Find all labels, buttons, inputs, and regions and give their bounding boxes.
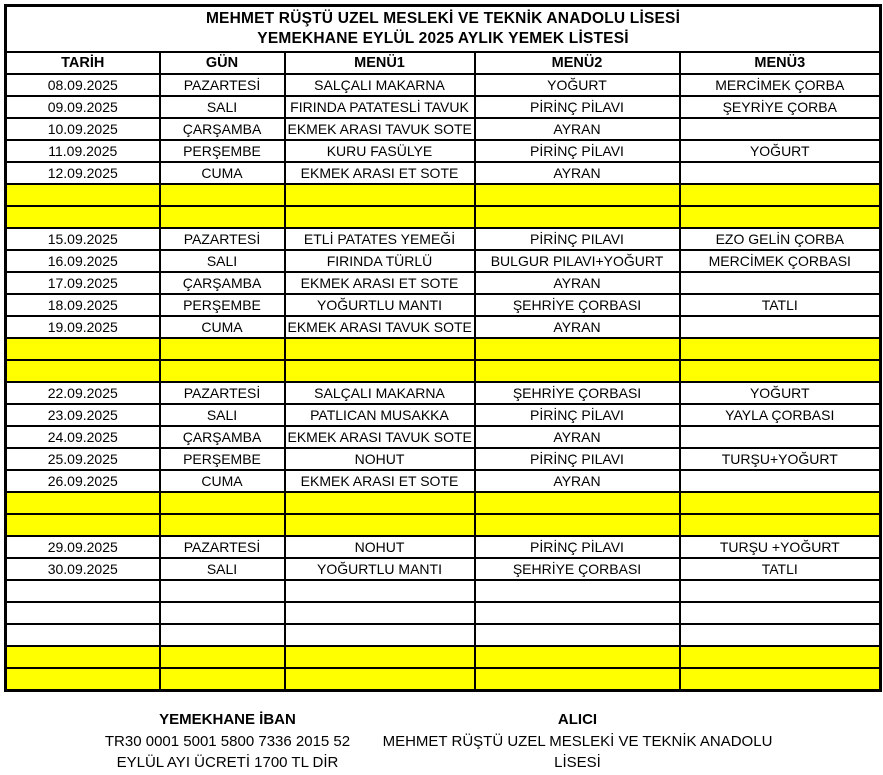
cell-menu3: [680, 646, 881, 668]
table-row: [6, 580, 881, 602]
cell-menu1: SALÇALI MAKARNA: [285, 382, 475, 404]
cell-menu3: [680, 184, 881, 206]
recipient-heading: ALICI: [557, 711, 598, 728]
cell-menu2: AYRAN: [475, 272, 680, 294]
column-header-date: TARİH: [6, 52, 160, 74]
cell-day: [160, 184, 285, 206]
cell-day: CUMA: [160, 162, 285, 184]
cell-menu2: [475, 602, 680, 624]
cell-day: SALI: [160, 404, 285, 426]
cell-day: [160, 646, 285, 668]
table-row: [6, 74, 881, 96]
column-header-menu1: MENÜ1: [285, 52, 475, 74]
cell-menu1: [285, 514, 475, 536]
table-row: [6, 316, 881, 338]
cell-menu3: [680, 492, 881, 514]
cell-day: [160, 624, 285, 646]
table-row: [6, 272, 881, 294]
cell-day: [160, 206, 285, 228]
cell-menu1: SALÇALI MAKARNA: [285, 74, 475, 96]
cell-menu1: EKMEK ARASI ET SOTE: [285, 272, 475, 294]
footer: [0, 709, 883, 775]
cell-menu1: [285, 338, 475, 360]
cell-menu3: [680, 360, 881, 382]
table-row: [6, 602, 881, 624]
table-row: [6, 382, 881, 404]
highlight-row: [6, 206, 881, 228]
cell-date: 16.09.2025: [6, 250, 160, 272]
cell-day: PAZARTESİ: [160, 536, 285, 558]
cell-menu1: FIRINDA TÜRLÜ: [285, 250, 475, 272]
cell-menu1: [285, 602, 475, 624]
cell-menu3: [680, 338, 881, 360]
cell-menu3: [680, 206, 881, 228]
table-row: [6, 228, 881, 250]
cell-day: PERŞEMBE: [160, 448, 285, 470]
cell-menu3: TATLI: [680, 558, 881, 580]
table-row: [6, 448, 881, 470]
cell-date: 19.09.2025: [6, 316, 160, 338]
cell-menu2: [475, 624, 680, 646]
cell-menu2: [475, 668, 680, 691]
cell-menu3: [680, 272, 881, 294]
column-header-day: GÜN: [160, 52, 285, 74]
cell-day: [160, 668, 285, 691]
cell-day: SALI: [160, 96, 285, 118]
cell-menu3: [680, 624, 881, 646]
cell-menu3: [680, 316, 881, 338]
cell-date: [6, 646, 160, 668]
table-row: [6, 140, 881, 162]
cell-date: 12.09.2025: [6, 162, 160, 184]
cell-day: PAZARTESİ: [160, 74, 285, 96]
cell-menu1: FIRINDA PATATESLİ TAVUK: [285, 96, 475, 118]
cell-menu2: PİRİNÇ PILAVI: [475, 448, 680, 470]
table-row: [6, 426, 881, 448]
cell-menu2: [475, 184, 680, 206]
cell-day: CUMA: [160, 470, 285, 492]
cell-menu2: AYRAN: [475, 316, 680, 338]
highlight-row: [6, 514, 881, 536]
cell-day: PERŞEMBE: [160, 140, 285, 162]
table-row: [6, 162, 881, 184]
highlight-row: [6, 492, 881, 514]
cell-day: [160, 602, 285, 624]
cell-date: 30.09.2025: [6, 558, 160, 580]
iban-number: TR30 0001 5001 5800 7336 2015 52: [104, 732, 351, 750]
cell-day: SALI: [160, 558, 285, 580]
cell-date: 24.09.2025: [6, 426, 160, 448]
cell-menu3: MERCİMEK ÇORBASI: [680, 250, 881, 272]
cell-day: PERŞEMBE: [160, 294, 285, 316]
column-header-menu3: MENÜ3: [680, 52, 881, 74]
fee-note: EYLÜL AYI ÜCRETİ 1700 TL DİR: [116, 754, 339, 771]
cell-date: [6, 668, 160, 691]
cell-menu2: BULGUR PILAVI+YOĞURT: [475, 250, 680, 272]
cell-day: [160, 338, 285, 360]
cell-menu1: [285, 580, 475, 602]
highlight-row: [6, 338, 881, 360]
cell-menu2: PİRİNÇ PİLAVI: [475, 140, 680, 162]
cell-menu2: ŞEHRİYE ÇORBASI: [475, 294, 680, 316]
column-header-menu2: MENÜ2: [475, 52, 680, 74]
table-row: [6, 404, 881, 426]
highlight-row: [6, 184, 881, 206]
cell-date: 22.09.2025: [6, 382, 160, 404]
cell-menu1: [285, 668, 475, 691]
table-row: [6, 118, 881, 140]
cell-menu1: [285, 492, 475, 514]
header-row: [6, 52, 881, 74]
cell-menu2: ŞEHRİYE ÇORBASI: [475, 382, 680, 404]
cell-day: SALI: [160, 250, 285, 272]
cell-menu1: NOHUT: [285, 536, 475, 558]
cell-menu3: [680, 470, 881, 492]
cell-date: 08.09.2025: [6, 74, 160, 96]
cell-menu2: PİRİNÇ PILAVI: [475, 228, 680, 250]
cell-menu3: [680, 514, 881, 536]
cell-day: [160, 360, 285, 382]
cell-date: [6, 624, 160, 646]
cell-menu2: AYRAN: [475, 470, 680, 492]
recipient-name: MEHMET RÜŞTÜ UZEL MESLEKİ VE TEKNİK ANADOLU LİSESİ: [382, 732, 773, 771]
cell-menu3: YAYLA ÇORBASI: [680, 404, 881, 426]
cell-menu3: [680, 580, 881, 602]
cell-day: [160, 580, 285, 602]
cell-menu2: PİRİNÇ PİLAVI: [475, 404, 680, 426]
cell-menu2: [475, 580, 680, 602]
cell-menu1: EKMEK ARASI TAVUK SOTE: [285, 118, 475, 140]
cell-menu2: AYRAN: [475, 118, 680, 140]
cell-menu1: [285, 206, 475, 228]
cell-menu3: TURŞU+YOĞURT: [680, 448, 881, 470]
cell-date: 17.09.2025: [6, 272, 160, 294]
cell-menu1: YOĞURTLU MANTI: [285, 294, 475, 316]
table-row: [6, 96, 881, 118]
cell-date: 09.09.2025: [6, 96, 160, 118]
cell-menu3: YOĞURT: [680, 382, 881, 404]
cell-date: 29.09.2025: [6, 536, 160, 558]
cell-menu3: [680, 118, 881, 140]
cell-menu1: [285, 646, 475, 668]
table-row: [6, 250, 881, 272]
cell-menu2: PİRİNÇ PİLAVI: [475, 536, 680, 558]
cell-date: [6, 492, 160, 514]
highlight-row: [6, 668, 881, 691]
cell-day: [160, 514, 285, 536]
cell-menu2: [475, 514, 680, 536]
cell-menu3: [680, 668, 881, 691]
cell-date: [6, 360, 160, 382]
cell-menu3: TURŞU +YOĞURT: [680, 536, 881, 558]
table-row: [6, 558, 881, 580]
cell-day: ÇARŞAMBA: [160, 118, 285, 140]
footer-recipient-block: [360, 709, 795, 774]
cell-menu2: [475, 206, 680, 228]
cell-menu3: ŞEYRİYE ÇORBA: [680, 96, 881, 118]
cell-menu3: [680, 602, 881, 624]
cell-menu1: PATLICAN MUSAKKA: [285, 404, 475, 426]
cell-date: 10.09.2025: [6, 118, 160, 140]
cell-menu1: ETLİ PATATES YEMEĞİ: [285, 228, 475, 250]
cell-menu3: YOĞURT: [680, 140, 881, 162]
highlight-row: [6, 360, 881, 382]
cell-date: [6, 514, 160, 536]
cell-menu3: MERCİMEK ÇORBA: [680, 74, 881, 96]
table-row: [6, 470, 881, 492]
cell-menu2: [475, 646, 680, 668]
cell-day: PAZARTESİ: [160, 382, 285, 404]
cell-menu1: EKMEK ARASI ET SOTE: [285, 470, 475, 492]
cell-date: [6, 580, 160, 602]
cell-date: 25.09.2025: [6, 448, 160, 470]
cell-menu1: [285, 184, 475, 206]
cell-menu2: [475, 360, 680, 382]
menu-sheet: [0, 4, 883, 772]
cell-menu3: [680, 162, 881, 184]
menu-table: [4, 4, 882, 692]
cell-menu1: EKMEK ARASI TAVUK SOTE: [285, 316, 475, 338]
cell-menu1: [285, 624, 475, 646]
menu-table-body: [6, 74, 881, 691]
table-row: [6, 536, 881, 558]
cell-date: 18.09.2025: [6, 294, 160, 316]
iban-heading: YEMEKHANE İBAN: [159, 711, 296, 728]
cell-menu1: [285, 360, 475, 382]
cell-menu2: ŞEHRİYE ÇORBASI: [475, 558, 680, 580]
table-row: [6, 294, 881, 316]
cell-date: [6, 338, 160, 360]
cell-menu2: AYRAN: [475, 426, 680, 448]
cell-date: 26.09.2025: [6, 470, 160, 492]
cell-menu2: AYRAN: [475, 162, 680, 184]
cell-menu3: TATLI: [680, 294, 881, 316]
cell-menu3: [680, 426, 881, 448]
cell-date: 15.09.2025: [6, 228, 160, 250]
title-line-2: YEMEKHANE EYLÜL 2025 AYLIK YEMEK LİSTESİ: [257, 30, 629, 47]
cell-date: [6, 184, 160, 206]
cell-menu2: [475, 338, 680, 360]
title-row: [6, 6, 881, 53]
cell-menu1: NOHUT: [285, 448, 475, 470]
document-title: [6, 6, 881, 53]
menu-table-head: [6, 6, 881, 75]
cell-menu1: KURU FASÜLYE: [285, 140, 475, 162]
cell-day: PAZARTESİ: [160, 228, 285, 250]
cell-day: [160, 492, 285, 514]
cell-date: [6, 602, 160, 624]
cell-menu1: EKMEK ARASI ET SOTE: [285, 162, 475, 184]
table-row: [6, 624, 881, 646]
cell-date: [6, 206, 160, 228]
cell-menu1: YOĞURTLU MANTI: [285, 558, 475, 580]
cell-menu1: EKMEK ARASI TAVUK SOTE: [285, 426, 475, 448]
cell-date: 23.09.2025: [6, 404, 160, 426]
cell-day: CUMA: [160, 316, 285, 338]
cell-day: ÇARŞAMBA: [160, 272, 285, 294]
title-line-1: MEHMET RÜŞTÜ UZEL MESLEKİ VE TEKNİK ANADOLU LİSESİ: [205, 10, 681, 27]
cell-menu2: PİRİNÇ PİLAVI: [475, 96, 680, 118]
cell-menu3: EZO GELİN ÇORBA: [680, 228, 881, 250]
cell-date: 11.09.2025: [6, 140, 160, 162]
cell-menu2: [475, 492, 680, 514]
cell-menu2: YOĞURT: [475, 74, 680, 96]
cell-day: ÇARŞAMBA: [160, 426, 285, 448]
highlight-row: [6, 646, 881, 668]
